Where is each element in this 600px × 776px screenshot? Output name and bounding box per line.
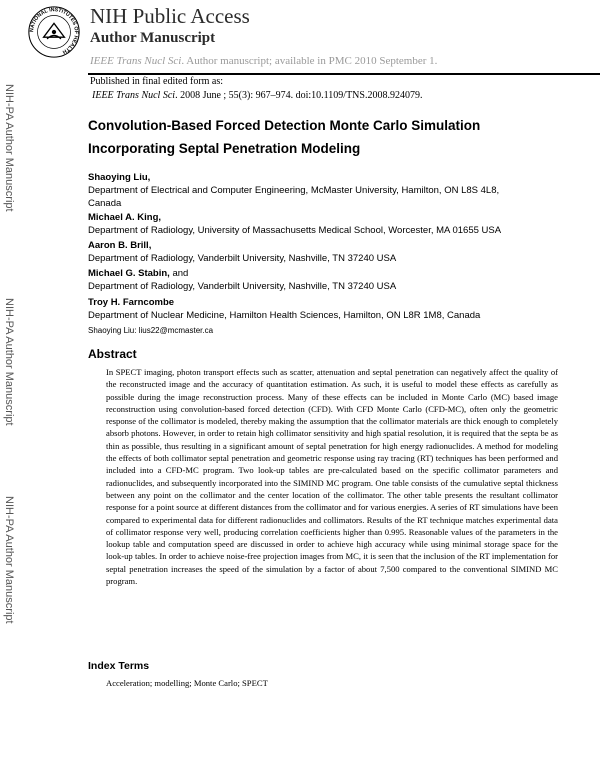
svg-text:NATIONAL INSTITUTES OF HEALTH: NATIONAL INSTITUTES OF HEALTH [29, 7, 79, 55]
author-manuscript-subtitle: Author Manuscript [90, 30, 216, 46]
published-label: Published in final edited form as: [90, 76, 224, 87]
author-affiliation: Department of Radiology, University of Massachusetts Medical School, Worcester, MA 01655 USA [88, 225, 502, 236]
side-label-2: NIH-PA Author Manuscript [3, 298, 15, 426]
nih-seal-logo [28, 6, 80, 58]
nih-public-access-title: NIH Public Access [90, 4, 250, 28]
index-terms-heading: Index Terms [88, 660, 150, 672]
side-label-1: NIH-PA Author Manuscript [3, 84, 15, 212]
author-affiliation: Department of Nuclear Medicine, Hamilton Health Sciences, Hamilton, ON L8R 1M8, Canada [88, 310, 481, 321]
corresponding-email: Shaoying Liu: lius22@mcmaster.ca [88, 326, 214, 335]
author-affiliation: Department of Radiology, Vanderbilt University, Nashville, TN 37240 USA [88, 253, 397, 264]
author-affiliation: Department of Radiology, Vanderbilt University, Nashville, TN 37240 USA [88, 281, 397, 292]
abstract-heading: Abstract [88, 347, 137, 361]
side-label-3: NIH-PA Author Manuscript [3, 496, 15, 624]
author-name: Aaron B. Brill, [88, 240, 152, 251]
abstract-text: In SPECT imaging, photon transport effects such as scatter, attenuation and septal penetration can negatively affect the quality of the reconstructed image and the accuracy of quantitation estimation. As such, it is useful to model these effects as carefully as possible during the image reconstruction process. Many of these effects can be included in Monte Carlo (MC) based image reconstruction using convolution-based forced detection (CFD). With CFD Monte Carlo (CFD-MC), often only the geometric response of the collimator is modeled, thereby making the assumption that the collimator materials are thick enough to completely absorb photons. However, in order to retain high collimator sensitivity and high spatial resolution, it is required that the septa be as thin as possible, thus resulting in a significant amount of septal penetration for high energy radionuclides. A method for modeling the effects of both collimator septal penetration and geometric response using ray tracing (RT) techniques has been performed and included into a CFD-MC program. Two look-up tables are pre-calculated based on the specific collimator parameters and radionuclides, and subsequently incorporated into the SIMIND MC program. One table consists of the cumulative septal thickness between any point on the collimator and the center location of the collimator. The other table presents the resultant collimator response for a point source at different distances from the collimator and for various energies. A series of RT simulations have been compared to experimental data for different radionuclides and collimators. Results of the RT technique matches experimental data of collimator response very well, producing correlation coefficients higher than 0.995. Reasonable values of the parameters in the lookup table and computation speed are discussed in order to achieve high accuracy while using minimal storage space for the look-up tables. In order to achieve noise-free projection images from MC, it is seen that the inclusion of the RT implementation for septal penetration increases the speed of the simulation by a factor of about 7,500 compared to the conventional SIMIND MC program. [106, 367, 558, 587]
author-name: Troy H. Farncombe [88, 297, 175, 308]
journal-availability-note: IEEE Trans Nucl Sci. Author manuscript; available in PMC 2010 September 1. [90, 55, 438, 67]
author-name: Michael G. Stabin, and [88, 268, 189, 279]
paper-title: Convolution-Based Forced Detection Monte Carlo Simulation Incorporating Septal Penetration Modeling [88, 118, 481, 156]
citation: IEEE Trans Nucl Sci. 2008 June ; 55(3): 967–974. doi:10.1109/TNS.2008.924079. [92, 90, 423, 101]
author-name: Michael A. King, [88, 212, 162, 223]
author-name: Shaoying Liu, [88, 172, 151, 183]
header-divider [88, 73, 600, 75]
index-terms: Acceleration; modelling; Monte Carlo; SPECT [106, 678, 268, 688]
author-affiliation: Department of Electrical and Computer Engineering, McMaster University, Hamilton, ON L8S 4L8, Canada [88, 185, 500, 209]
